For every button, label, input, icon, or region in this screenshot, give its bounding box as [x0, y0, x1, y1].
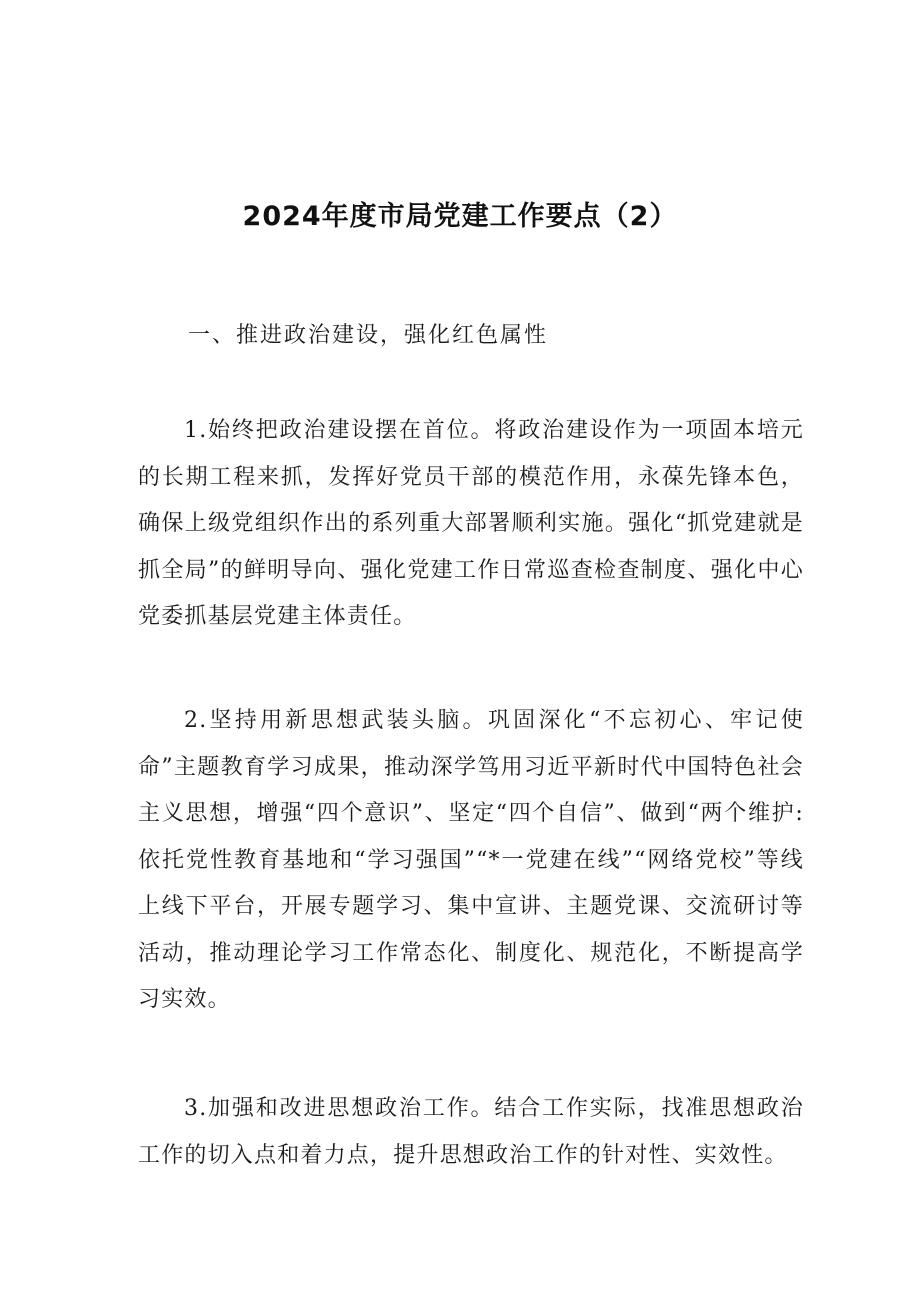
- paragraph-3: 3.加强和改进思想政治工作。结合工作实际，找准思想政治工作的切入点和着力点，提升思想政治工作的针对性、实效性。: [138, 1096, 804, 1168]
- document-title: 2024年度市局党建工作要点（2）: [242, 201, 678, 232]
- section-heading: 一、推进政治建设，强化红色属性: [188, 323, 549, 348]
- paragraph-2: 2.坚持用新思想武装头脑。巩固深化“不忘初心、牢记使命”主题教育学习成果，推动深学笃用习近平新时代中国特色社会主义思想，增强“四个意识”、坚定“四个自信”、做到“两个维护:依托党性教育基地和“学习强国”“*一党建在线”“网络党校”等线上线下平台，开展专题学习、集中宣讲、主题党课、交流研讨等活动，推动理论学习工作常态化、制度化、规范化，不断提高学习实效。: [138, 708, 804, 1012]
- paragraph-1: 1.始终把政治建设摆在首位。将政治建设作为一项固本培元的长期工程来抓，发挥好党员干部的模范作用，永葆先锋本色，确保上级党组织作出的系列重大部署顺利实施。强化“抓党建就是抓全局”的鲜明导向、强化党建工作日常巡查检查制度、强化中心党委抓基层党建主体责任。: [138, 418, 804, 629]
